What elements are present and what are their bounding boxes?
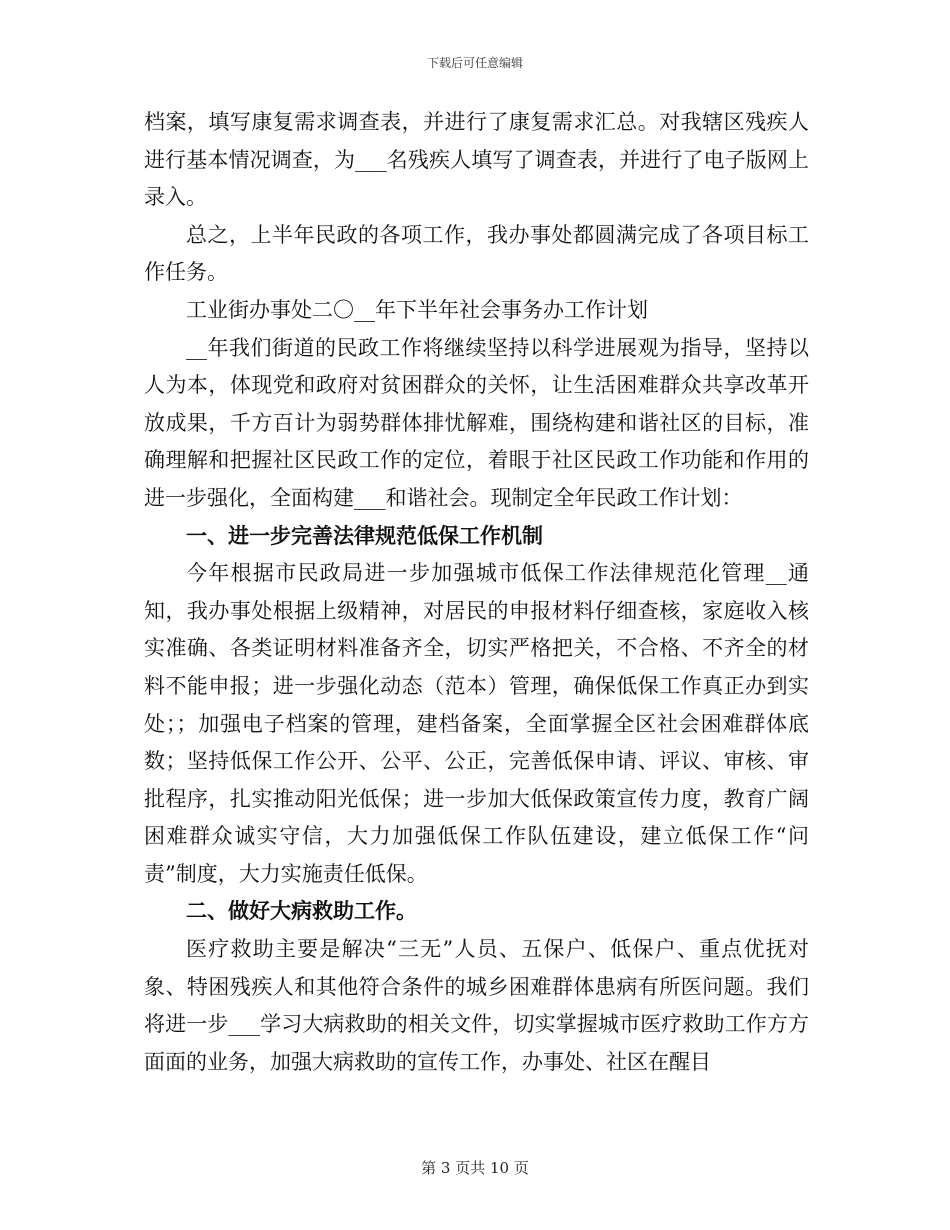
section-heading-1: 一、进一步完善法律规范低保工作机制 [186, 523, 543, 548]
paragraph-plan-intro: __年我们街道的民政工作将继续坚持以科学进展观为指导，坚持以人为本，体现党和政府对贫困群众的关怀，让生活困难群众共享改革开放成果，千方百计为弱势群体排忧解难，围绕构建和谐社区的目标，准确理解和把握社区民政工作的定位，着眼于社区民政工作功能和作用的进一步强化，全面构建___和谐社会。现制定全年民政工作计划： [144, 335, 809, 510]
section-heading-2: 二、做好大病救助工作。 [186, 899, 417, 924]
paragraph-low-income: 今年根据市民政局进一步加强城市低保工作法律规范化管理__通知，我办事处根据上级精神，对居民的申报材料仔细查核，家庭收入核实准确、各类证明材料准备齐全，切实严格把关，不合格、不齐全的材料不能申报；进一步强化动态（范本）管理，确保低保工作真正办到实处；；加强电子档案的管理，建档备案，全面掌握全区社会困难群体底数；坚持低保工作公开、公平、公正，完善低保申请、评议、审核、审批程序，扎实推动阳光低保；进一步加大低保政策宣传力度，教育广阔困难群众诚实守信，大力加强低保工作队伍建设，建立低保工作“问责”制度，大力实施责任低保。 [144, 561, 809, 886]
page-header: 下载后可任意编辑 [426, 56, 523, 70]
paragraph-archives: 档案，填写康复需求调查表，并进行了康复需求汇总。对我辖区残疾人进行基本情况调查，为___名残疾人填写了调查表，并进行了电子版网上录入。 [144, 110, 809, 210]
page-number: 第 3 页共 10 页 [421, 1159, 529, 1177]
document-body [144, 104, 809, 1081]
paragraph-medical-aid: 医疗救助主要是解决“三无”人员、五保户、低保户、重点优抚对象、特困残疾人和其他符合条件的城乡困难群体患病有所医问题。我们将进一步___学习大病救助的相关文件，切实掌握城市医疗救助工作方方面面的业务，加强大病救助的宣传工作，办事处、社区在醒目 [144, 937, 809, 1074]
plan-title: 工业街办事处二〇__年下半年社会事务办工作计划 [186, 297, 648, 322]
paragraph-summary: 总之，上半年民政的各项工作，我办事处都圆满完成了各项目标工作任务。 [144, 222, 809, 285]
